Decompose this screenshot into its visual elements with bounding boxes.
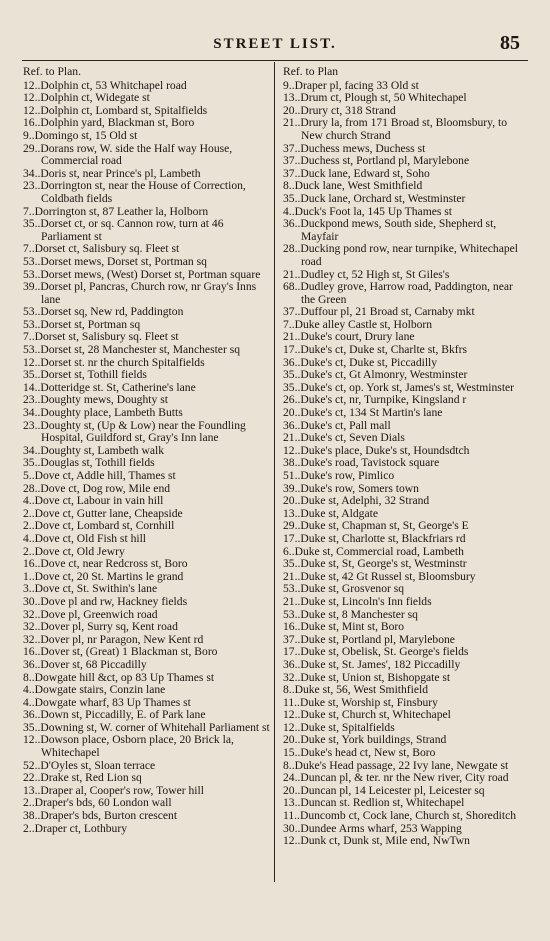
street-entry: 35..Duke's ct, op. York st, James's st, Westminster bbox=[283, 380, 515, 394]
street-entry: 2..Draper's bds, 60 London wall bbox=[23, 796, 172, 810]
street-entry: 4..Duck's Foot la, 145 Up Thames st bbox=[283, 204, 453, 218]
street-entry: 12..Dowson place, Osborn place, 20 Brick la, Whitechapel bbox=[23, 733, 234, 760]
street-entry: 39..Dorset pl, Pancras, Church row, nr Gray's Inns lane bbox=[23, 280, 257, 306]
street-entry: 23..Doughty mews, Doughty st bbox=[23, 393, 168, 407]
street-entry: 21..Dudley ct, 52 High st, St Giles's bbox=[283, 267, 450, 281]
street-entry: 11..Duncomb ct, Cock lane, Church st, Shoreditch bbox=[283, 809, 517, 823]
street-entry: 4..Dove ct, Old Fish st hill bbox=[23, 531, 147, 545]
street-entry: 38..Draper's bds, Burton crescent bbox=[23, 809, 178, 823]
street-entry: 13..Draper al, Cooper's row, Tower hill bbox=[23, 783, 204, 797]
street-entry: 9..Domingo st, 15 Old st bbox=[23, 128, 138, 142]
left-column bbox=[23, 66, 273, 835]
street-entry: 24..Duncan pl, & ter. nr the New river, City road bbox=[283, 771, 509, 785]
street-entry: 17..Duke st, Charlotte st, Blackfriars rd bbox=[283, 531, 466, 545]
street-entry: 20..Duke st, York buildings, Strand bbox=[283, 733, 447, 747]
street-entry: 32..Dove pl, Greenwich road bbox=[23, 607, 158, 621]
street-entry: 36..Duke's ct, Pall mall bbox=[283, 418, 391, 432]
street-entry: 22..Drake st, Red Lion sq bbox=[23, 771, 142, 785]
street-entry: 37..Duck lane, Edward st, Soho bbox=[283, 166, 430, 180]
street-entry: 36..Duke's ct, Duke st, Piccadilly bbox=[283, 355, 438, 369]
street-entry: 4..Dowgate stairs, Conzin lane bbox=[23, 683, 166, 697]
page-number: 85 bbox=[500, 32, 520, 54]
street-entry: 15..Duke's head ct, New st, Boro bbox=[283, 746, 436, 760]
street-entry: 68..Dudley grove, Harrow road, Paddington, near the Green bbox=[283, 280, 513, 306]
street-entry: 1..Dove ct, 20 St. Martins le grand bbox=[23, 569, 184, 583]
right-column bbox=[283, 66, 529, 848]
street-entry: 34..Doughty st, Lambeth walk bbox=[23, 443, 165, 457]
street-entry: 53..Dorset mews, (West) Dorset st, Portman square bbox=[23, 267, 261, 281]
street-entry: 16..Duke st, Mint st, Boro bbox=[283, 620, 405, 634]
street-entry: 35..Downing st, W. corner of Whitehall Parliament st bbox=[23, 720, 270, 734]
street-entry: 16..Dolphin yard, Blackman st, Boro bbox=[23, 116, 195, 130]
street-entry: 53..Dorset sq, New rd, Paddington bbox=[23, 305, 184, 319]
street-entry: 26..Duke's ct, nr, Turnpike, Kingsland r bbox=[283, 393, 467, 407]
street-entry: 30..Dundee Arms wharf, 253 Wapping bbox=[283, 821, 462, 835]
street-entry: 35..Duke's ct, Gt Almonry, Westminster bbox=[283, 368, 468, 382]
street-entry: 30..Dove pl and rw, Hackney fields bbox=[23, 594, 188, 608]
street-entry: 9..Draper pl, facing 33 Old st bbox=[283, 78, 419, 92]
street-entry: 12..Dolphin ct, Lombard st, Spitalfields bbox=[23, 103, 208, 117]
street-entry: 14..Dotteridge st. St, Catherine's lane bbox=[23, 380, 196, 394]
street-entry: 20..Duke st, Adelphi, 32 Strand bbox=[283, 494, 430, 508]
street-entry: 21..Duke's ct, Seven Dials bbox=[283, 431, 405, 445]
street-entry: 4..Dove ct, Labour in vain hill bbox=[23, 494, 164, 508]
street-entry: 12..Dunk ct, Dunk st, Mile end, NwTwn bbox=[283, 834, 470, 848]
street-entry: 6..Duke st, Commercial road, Lambeth bbox=[283, 544, 464, 558]
street-entry: 2..Dove ct, Old Jewry bbox=[23, 544, 125, 558]
street-entry: 37..Duchess st, Portland pl, Marylebone bbox=[283, 154, 470, 168]
street-entry: 13..Duke st, Aldgate bbox=[283, 506, 378, 520]
street-entry: 35..Douglas st, Tothill fields bbox=[23, 456, 155, 470]
street-entry: 37..Duchess mews, Duchess st bbox=[283, 141, 426, 155]
street-entry: 34..Doris st, near Prince's pl, Lambeth bbox=[23, 166, 201, 180]
street-entry: 16..Dover st, (Great) 1 Blackman st, Boro bbox=[23, 645, 218, 659]
street-entry: 8..Duke st, 56, West Smithfield bbox=[283, 683, 429, 697]
street-entry: 51..Duke's row, Pimlico bbox=[283, 469, 395, 482]
street-entry: 12..Dorset st. nr the church Spitalfields bbox=[23, 355, 205, 369]
street-entry: 36..Down st, Piccadilly, E. of Park lane bbox=[23, 708, 206, 722]
street-entry: 37..Duke st, Portland pl, Marylebone bbox=[283, 632, 455, 646]
street-entry: 37..Duffour pl, 21 Broad st, Carnaby mkt bbox=[283, 305, 475, 319]
street-entry: 5..Dove ct, Addle hill, Thames st bbox=[23, 469, 176, 482]
street-entry: 36..Duke st, St. James', 182 Piccadilly bbox=[283, 657, 461, 671]
street-entry: 2..Draper ct, Lothbury bbox=[23, 821, 127, 835]
street-entry: 20..Duke's ct, 134 St Martin's lane bbox=[283, 406, 443, 420]
street-entry: 36..Dover st, 68 Piccadilly bbox=[23, 657, 147, 671]
street-entry: 3..Dove ct, St. Swithin's lane bbox=[23, 582, 158, 596]
ref-to-plan-label: Ref. to Plan. bbox=[23, 65, 81, 78]
street-entry: 21..Duke st, 42 Gt Russel st, Bloomsbury bbox=[283, 569, 476, 583]
street-entry: 34..Doughty place, Lambeth Butts bbox=[23, 406, 183, 420]
street-entry: 32..Dover pl, nr Paragon, New Kent rd bbox=[23, 632, 204, 646]
street-entry: 35..Dorset ct, or sq. Cannon row, turn at 46 Parliament st bbox=[23, 217, 224, 243]
street-entry: 21..Drury la, from 171 Broad st, Bloomsbury, to New church Strand bbox=[283, 116, 508, 142]
street-entry: 13..Drum ct, Plough st, 50 Whitechapel bbox=[283, 91, 467, 105]
street-entry: 17..Duke's ct, Duke st, Charlte st, Bkfrs bbox=[283, 343, 468, 357]
street-entry: 12..Duke st, Spitalfields bbox=[283, 720, 395, 734]
header-rule bbox=[22, 60, 528, 61]
street-entry: 8..Dowgate hill &ct, op 83 Up Thames st bbox=[23, 670, 215, 684]
street-entry: 12..Duke st, Church st, Whitechapel bbox=[283, 708, 451, 722]
street-entry: 38..Duke's road, Tavistock square bbox=[283, 456, 440, 470]
street-entry: 16..Dove ct, near Redcross st, Boro bbox=[23, 557, 188, 571]
street-entry: 20..Duncan pl, 14 Leicester pl, Leicester sq bbox=[283, 783, 485, 797]
street-entry: 23..Doughty st, (Up & Low) near the Foundling Hospital, Guildford st, Gray's Inn lane bbox=[23, 418, 246, 445]
street-entry: 12..Dolphin ct, Widegate st bbox=[23, 91, 150, 105]
street-entry: 7..Dorrington st, 87 Leather la, Holborn bbox=[23, 204, 209, 218]
street-entry: 53..Dorset mews, Dorset st, Portman sq bbox=[23, 254, 207, 268]
street-entry: 11..Duke st, Worship st, Finsbury bbox=[283, 695, 438, 709]
street-entry: 8..Duke's Head passage, 22 Ivy lane, Newgate st bbox=[283, 758, 509, 772]
street-entry: 23..Dorrington st, near the House of Correction, Coldbath fields bbox=[23, 179, 246, 205]
street-entry: 53..Dorset st, Portman sq bbox=[23, 317, 141, 331]
street-entry: 21..Duke's court, Drury lane bbox=[283, 330, 415, 344]
column-divider bbox=[274, 62, 275, 882]
street-entry: 7..Dorset st, Salisbury sq. Fleet st bbox=[23, 330, 179, 344]
street-entry: 12..Dolphin ct, 53 Whitchapel road bbox=[23, 78, 187, 92]
page-header bbox=[0, 30, 550, 58]
street-entry: 39..Duke's row, Somers town bbox=[283, 481, 419, 495]
street-entry: 2..Dove ct, Gutter lane, Cheapside bbox=[23, 506, 183, 520]
street-entry: 29..Duke st, Chapman st, St, George's E bbox=[283, 519, 469, 533]
street-entry: 35..Dorset st, Tothill fields bbox=[23, 368, 147, 382]
right-entry-list bbox=[283, 80, 529, 848]
street-entry: 32..Duke st, Union st, Bishopgate st bbox=[283, 670, 451, 684]
street-entry: 7..Duke alley Castle st, Holborn bbox=[283, 317, 433, 331]
street-entry: 13..Duncan st. Redlion st, Whitechapel bbox=[283, 796, 465, 810]
street-entry: 28..Ducking pond row, near turnpike, Whitechapel road bbox=[283, 242, 519, 268]
street-entry: 32..Dover pl, Surry sq, Kent road bbox=[23, 620, 178, 634]
street-entry: 52..D'Oyles st, Sloan terrace bbox=[23, 758, 156, 772]
street-entry: 29..Dorans row, W. side the Half way House, Commercial road bbox=[23, 141, 233, 168]
street-entry: 21..Duke st, Lincoln's Inn fields bbox=[283, 594, 432, 608]
street-entry: 4..Dowgate wharf, 83 Up Thames st bbox=[23, 695, 191, 709]
ref-to-plan-label: Ref. to Plan bbox=[283, 65, 339, 78]
street-entry: 35..Duck lane, Orchard st, Westminster bbox=[283, 191, 466, 205]
page-title: STREET LIST. bbox=[213, 36, 337, 52]
left-entry-list bbox=[23, 80, 273, 836]
street-entry: 20..Drury ct, 318 Strand bbox=[283, 103, 396, 117]
street-entry: 8..Duck lane, West Smithfield bbox=[283, 179, 423, 193]
street-entry: 17..Duke st, Obelisk, St. George's fields bbox=[283, 645, 469, 659]
street-entry: 12..Duke's place, Duke's st, Houndsdtch bbox=[283, 443, 470, 457]
street-entry: 35..Duke st, St, George's st, Westminstr bbox=[283, 557, 467, 571]
street-entry: 2..Dove ct, Lombard st, Cornhill bbox=[23, 519, 175, 533]
street-entry: 28..Dove ct, Dog row, Mile end bbox=[23, 481, 171, 495]
street-entry: 53..Duke st, 8 Manchester sq bbox=[283, 607, 418, 621]
street-entry: 53..Duke st, Grosvenor sq bbox=[283, 582, 405, 596]
street-entry: 53..Dorset st, 28 Manchester st, Manchester sq bbox=[23, 343, 241, 357]
street-entry: 7..Dorset ct, Salisbury sq. Fleet st bbox=[23, 242, 180, 256]
street-entry: 36..Duckpond mews, South side, Shepherd st, Mayfair bbox=[283, 217, 497, 243]
